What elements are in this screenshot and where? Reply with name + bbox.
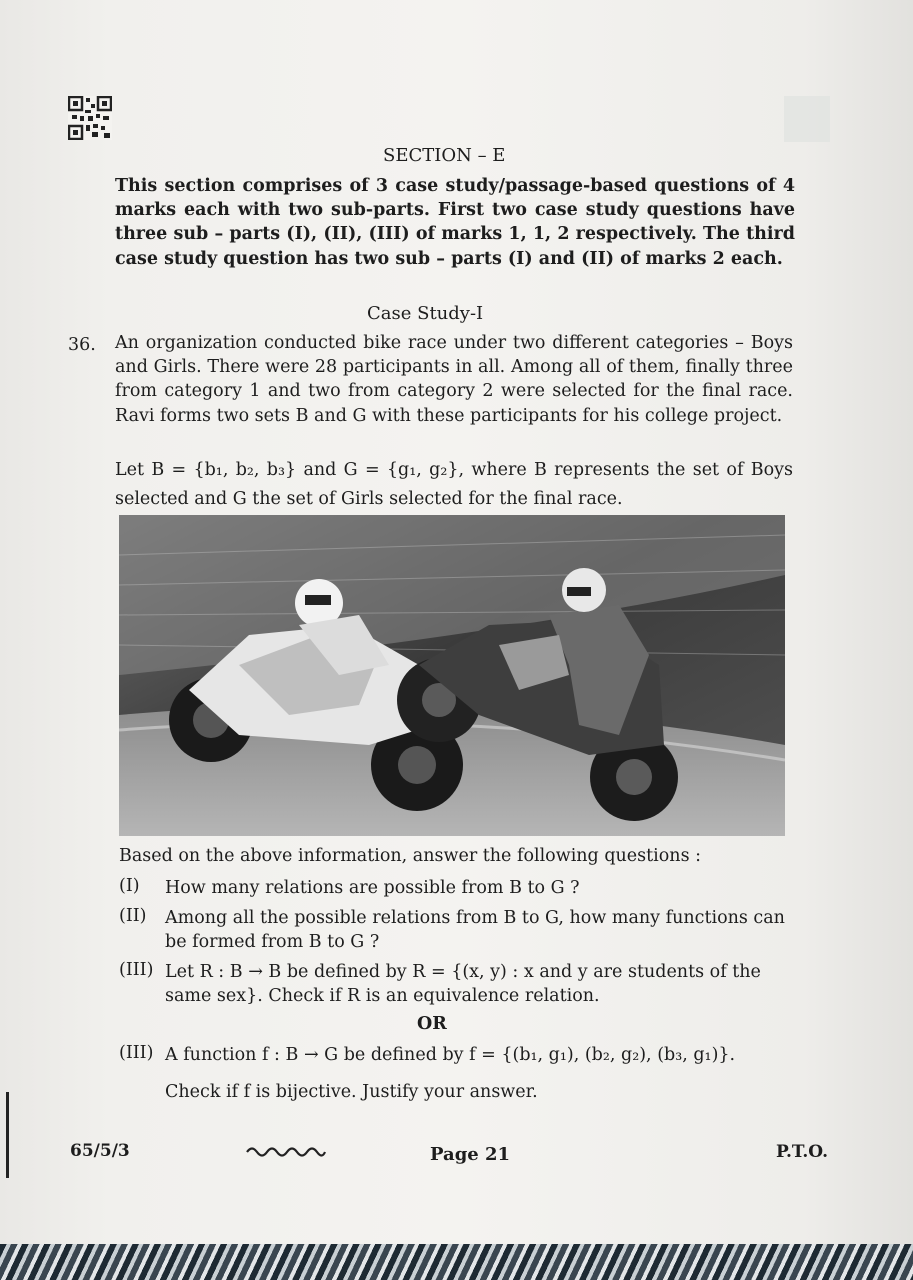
- question-2-label: (II): [119, 906, 147, 926]
- question-number: 36.: [68, 335, 96, 355]
- set-definition: Let B = {b₁, b₂, b₃} and G = {g₁, g₂}, where B represents the set of Boys selected and G the set of Girls selected for the final race.: [115, 460, 793, 509]
- question-3-label: (III): [119, 960, 154, 980]
- background-fabric: [0, 1244, 913, 1280]
- or-separator: OR: [417, 1014, 447, 1034]
- wave-mark-icon: [245, 1143, 327, 1161]
- alt-question-line2: Check if f is bijective. Justify your answer.: [165, 1082, 538, 1102]
- alt-question-line1: A function f : B → G be defined by f = {(b₁, g₁), (b₂, g₂), (b₃, g₁)}.: [165, 1045, 736, 1065]
- section-heading: SECTION – E: [383, 145, 506, 166]
- qr-code-icon: [68, 96, 112, 140]
- question-1-text: How many relations are possible from B to G ?: [165, 878, 580, 898]
- section-instructions: This section comprises of 3 case study/passage-based questions of 4 marks each with two sub-parts. First two case study questions have three sub – parts (I), (II), (III) of marks 1, 1, 2 respectively. The third case study question has two sub – parts (I) and (II) of marks 2 each.: [115, 176, 795, 269]
- question-1-label: (I): [119, 876, 140, 896]
- bike-race-photo: [119, 515, 785, 836]
- questions-prompt: Based on the above information, answer the following questions :: [119, 846, 702, 866]
- paper-code: 65/5/3: [70, 1141, 130, 1161]
- page-number: Page 21: [430, 1144, 511, 1165]
- question-2-text: Among all the possible relations from B to G, how many functions can be formed from B to G ?: [165, 908, 785, 952]
- question-3-text: Let R : B → B be defined by R = {(x, y) : x and y are students of the same sex}. Check if R is an equivalence relation.: [165, 962, 761, 1006]
- alt-question-label: (III): [119, 1043, 154, 1063]
- margin-mark: [6, 1092, 9, 1178]
- faint-stamp: [784, 96, 830, 142]
- case-study-title: Case Study-I: [367, 303, 484, 324]
- case-study-paragraph: An organization conducted bike race under two different categories – Boys and Girls. There were 28 participants in all. Among all of them, finally three from category 1 and two from category 2 were selected for the final race. Ravi forms two sets B and G with these participants for his college project.: [115, 333, 793, 426]
- pto-label: P.T.O.: [776, 1142, 828, 1162]
